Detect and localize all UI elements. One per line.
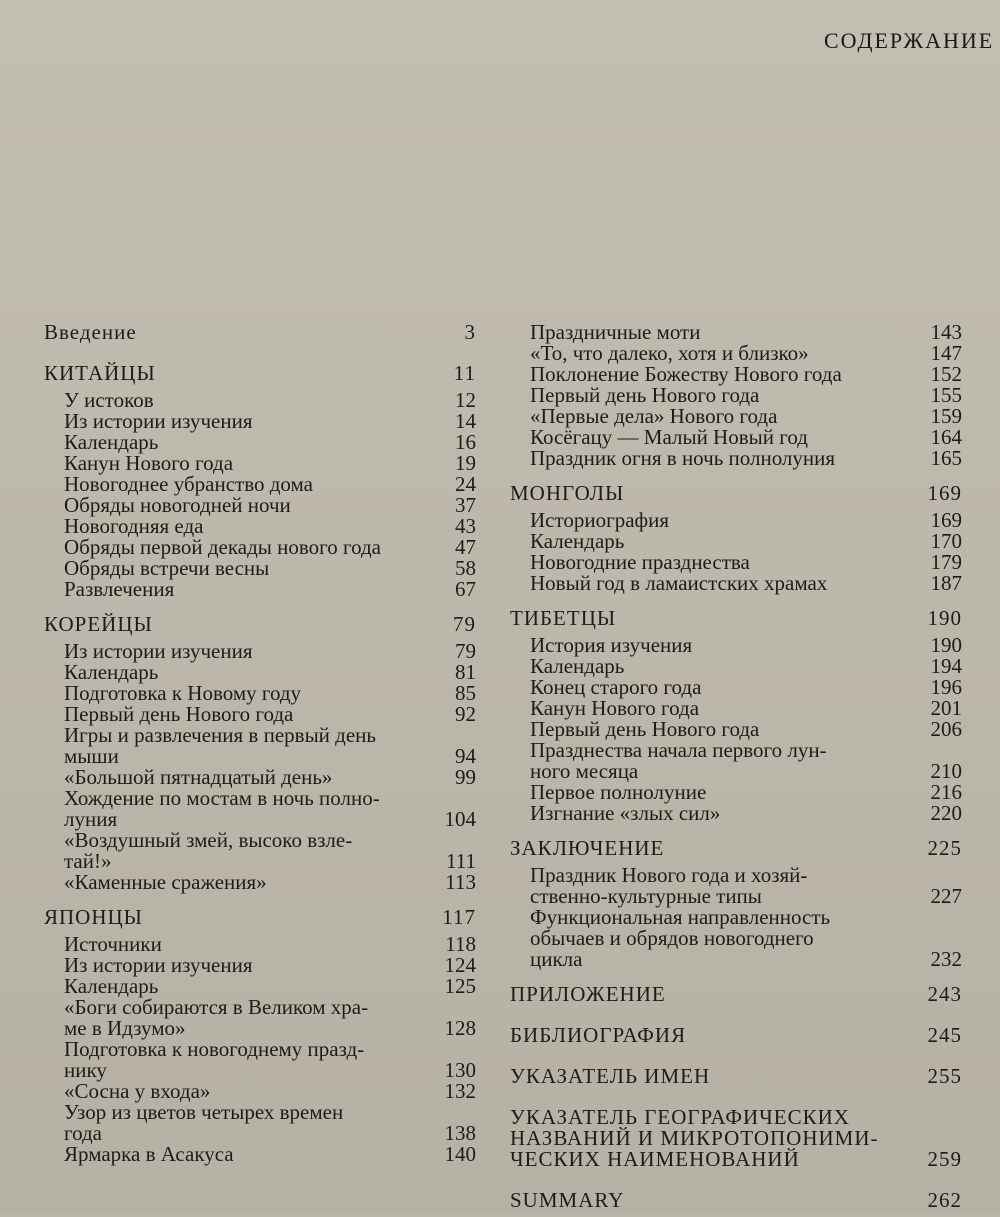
toc-entry-title: У истоков xyxy=(64,388,154,412)
toc-entry xyxy=(530,552,962,573)
toc-entry xyxy=(530,698,962,719)
toc-entry-title: Первое полнолуние xyxy=(530,780,707,804)
toc-entry-page: 14 xyxy=(455,409,476,433)
toc-entry-title: Изгнание «злых сил» xyxy=(530,801,721,825)
toc-entry-page: 79 xyxy=(455,639,476,663)
toc-entry xyxy=(530,406,962,427)
toc-entry xyxy=(64,788,476,830)
toc-entry xyxy=(530,385,962,406)
toc-entry-page: 124 xyxy=(444,953,476,977)
toc-entry-title: ЯПОНЦЫ xyxy=(44,905,143,929)
toc-entry xyxy=(530,865,962,907)
toc-entry-title: БИБЛИОГРАФИЯ xyxy=(510,1023,687,1047)
toc-entry-title: Канун Нового года xyxy=(64,451,234,475)
toc-entry-page: 190 xyxy=(930,633,962,657)
toc-entry-title: ТИБЕТЦЫ xyxy=(510,606,617,630)
toc-entry-title: Первый день Нового года xyxy=(530,717,760,741)
toc-entry-page: 159 xyxy=(930,404,962,428)
toc-entry xyxy=(530,719,962,740)
toc-entry xyxy=(64,872,476,893)
toc-entry-page: 169 xyxy=(927,481,962,505)
toc-entry xyxy=(64,1039,476,1081)
toc-entry-title: Узор из цветов четырех времен года xyxy=(64,1100,344,1145)
toc-entry-page: 67 xyxy=(455,577,476,601)
toc-entry-title: Введение xyxy=(44,320,137,344)
toc-entry-page: 132 xyxy=(444,1079,476,1103)
toc-entry xyxy=(64,1102,476,1144)
toc-entry-title: SUMMARY xyxy=(510,1188,625,1212)
toc-entry-page: 225 xyxy=(927,836,962,860)
toc-entry xyxy=(530,803,962,824)
toc-entry-title: «Сосна у входа» xyxy=(64,1079,211,1103)
toc-entry-title: Новогодняя еда xyxy=(64,514,204,538)
toc-entry xyxy=(44,363,476,384)
toc-entry xyxy=(64,725,476,767)
toc-column-right xyxy=(510,322,962,1217)
toc-entry-title: История изучения xyxy=(530,633,693,657)
toc-entry-title: Календарь xyxy=(64,974,159,998)
toc-entry-title: Игры и развлечения в первый день мыши xyxy=(64,723,376,768)
toc-entry-page: 81 xyxy=(455,660,476,684)
toc-entry-page: 152 xyxy=(930,362,962,386)
toc-entry-page: 117 xyxy=(442,905,476,929)
toc-entry-page: 206 xyxy=(930,717,962,741)
toc-entry xyxy=(64,453,476,474)
toc-entry-page: 11 xyxy=(453,361,476,385)
toc-entry xyxy=(64,558,476,579)
toc-entry-title: «Большой пятнадцатый день» xyxy=(64,765,333,789)
toc-entry-page: 94 xyxy=(455,744,476,768)
toc-column-left xyxy=(44,322,476,1165)
toc-entry-page: 19 xyxy=(455,451,476,475)
toc-entry xyxy=(530,448,962,469)
toc-entry xyxy=(510,1025,962,1046)
toc-entry-title: Первый день Нового года xyxy=(64,702,294,726)
toc-entry xyxy=(64,662,476,683)
toc-entry xyxy=(64,432,476,453)
toc-entry xyxy=(64,976,476,997)
toc-entry-page: 216 xyxy=(930,780,962,804)
toc-entry-title: Развлечения xyxy=(64,577,175,601)
toc-entry xyxy=(510,1190,962,1211)
toc-entry xyxy=(64,955,476,976)
toc-entry-page: 243 xyxy=(927,982,962,1006)
toc-entry xyxy=(64,495,476,516)
toc-entry-title: Первый день Нового года xyxy=(530,383,760,407)
toc-entry xyxy=(64,641,476,662)
toc-entry-title: ЗАКЛЮЧЕНИЕ xyxy=(510,836,665,860)
toc-entry xyxy=(530,907,962,970)
toc-entry-page: 179 xyxy=(930,550,962,574)
toc-entry xyxy=(64,830,476,872)
toc-entry-page: 128 xyxy=(444,1016,476,1040)
toc-entry-page: 147 xyxy=(930,341,962,365)
toc-entry-title: УКАЗАТЕЛЬ ИМЕН xyxy=(510,1064,711,1088)
toc-entry-title: Праздник огня в ночь полнолуния xyxy=(530,446,836,470)
toc-entry-page: 194 xyxy=(930,654,962,678)
toc-entry-page: 190 xyxy=(927,606,962,630)
toc-entry xyxy=(64,934,476,955)
toc-entry xyxy=(64,516,476,537)
toc-entry-page: 3 xyxy=(464,320,476,344)
toc-entry-title: Обряды новогодней ночи xyxy=(64,493,291,517)
bleed-through-text-left xyxy=(20,0,480,300)
toc-entry-title: Праздничные моти xyxy=(530,320,701,344)
toc-entry-title: Косёгацу — Малый Новый год xyxy=(530,425,808,449)
toc-entry-page: 262 xyxy=(927,1188,962,1212)
toc-entry-page: 245 xyxy=(927,1023,962,1047)
toc-entry-title: КОРЕЙЦЫ xyxy=(44,612,153,636)
toc-entry-page: 43 xyxy=(455,514,476,538)
toc-entry-page: 187 xyxy=(930,571,962,595)
toc-entry xyxy=(64,537,476,558)
toc-entry-title: Поклонение Божеству Нового года xyxy=(530,362,842,386)
toc-entry-page: 227 xyxy=(930,884,962,908)
toc-entry xyxy=(510,483,962,504)
toc-entry-page: 92 xyxy=(455,702,476,726)
toc-entry-page: 138 xyxy=(444,1121,476,1145)
toc-entry-title: Празднества начала первого лун- ного месяца xyxy=(530,738,827,783)
toc-entry-title: МОНГОЛЫ xyxy=(510,481,625,505)
toc-entry-page: 85 xyxy=(455,681,476,705)
toc-entry-title: Конец старого года xyxy=(530,675,702,699)
toc-entry-page: 155 xyxy=(930,383,962,407)
toc-entry xyxy=(510,838,962,859)
toc-entry xyxy=(530,635,962,656)
toc-entry-page: 12 xyxy=(455,388,476,412)
toc-entry-page: 164 xyxy=(930,425,962,449)
toc-entry-page: 58 xyxy=(455,556,476,580)
toc-entry-title: Календарь xyxy=(64,430,159,454)
toc-entry-page: 201 xyxy=(930,696,962,720)
toc-entry-title: Календарь xyxy=(530,654,625,678)
toc-entry-title: ПРИЛОЖЕНИЕ xyxy=(510,982,666,1006)
toc-entry-title: Обряды первой декады нового года xyxy=(64,535,381,559)
toc-entry-title: Хождение по мостам в ночь полно- луния xyxy=(64,786,380,831)
toc-entry-page: 232 xyxy=(930,947,962,971)
toc-entry xyxy=(64,704,476,725)
toc-entry xyxy=(530,322,962,343)
toc-entry xyxy=(64,411,476,432)
toc-entry xyxy=(64,767,476,788)
toc-entry xyxy=(510,984,962,1005)
toc-entry-title: УКАЗАТЕЛЬ ГЕОГРАФИЧЕСКИХ НАЗВАНИЙ И МИКРОТОПОНИМИ- ЧЕСКИХ НАИМЕНОВАНИЙ xyxy=(510,1105,879,1171)
toc-entry xyxy=(64,474,476,495)
toc-entry-title: «Боги собираются в Великом хра- ме в Идзумо» xyxy=(64,995,369,1040)
toc-entry-title: «Воздушный змей, высоко взле- тай!» xyxy=(64,828,353,873)
toc-entry-title: «Первые дела» Нового года xyxy=(530,404,778,428)
toc-entry-page: 130 xyxy=(444,1058,476,1082)
toc-entry-page: 259 xyxy=(927,1147,962,1171)
toc-entry-page: 169 xyxy=(930,508,962,532)
toc-entry-page: 140 xyxy=(444,1142,476,1166)
toc-entry xyxy=(530,573,962,594)
toc-entry-title: Календарь xyxy=(64,660,159,684)
toc-entry-page: 255 xyxy=(927,1064,962,1088)
toc-entry-page: 104 xyxy=(444,807,476,831)
toc-entry-title: «То, что далеко, хотя и близко» xyxy=(530,341,809,365)
toc-entry-title: Историография xyxy=(530,508,670,532)
toc-entry-page: 165 xyxy=(930,446,962,470)
toc-entry-page: 143 xyxy=(930,320,962,344)
page-heading: СОДЕРЖАНИЕ xyxy=(824,28,995,53)
toc-entry-title: Из истории изучения xyxy=(64,409,253,433)
toc-entry-page: 24 xyxy=(455,472,476,496)
toc-entry xyxy=(64,1081,476,1102)
toc-entry xyxy=(530,740,962,782)
toc-entry-page: 47 xyxy=(455,535,476,559)
toc-entry-page: 113 xyxy=(445,870,476,894)
toc-entry-page: 170 xyxy=(930,529,962,553)
toc-entry xyxy=(530,656,962,677)
toc-entry xyxy=(530,427,962,448)
toc-entry-title: Подготовка к новогоднему празд- нику xyxy=(64,1037,365,1082)
toc-entry-page: 79 xyxy=(453,612,476,636)
toc-entry-page: 210 xyxy=(930,759,962,783)
toc-entry xyxy=(64,390,476,411)
toc-entry-title: Календарь xyxy=(530,529,625,553)
toc-entry xyxy=(510,608,962,629)
toc-entry xyxy=(530,364,962,385)
toc-entry-page: 111 xyxy=(446,849,476,873)
toc-entry xyxy=(64,683,476,704)
toc-entry xyxy=(530,343,962,364)
toc-entry-page: 118 xyxy=(445,932,476,956)
toc-entry xyxy=(530,510,962,531)
toc-entry-title: Подготовка к Новому году xyxy=(64,681,302,705)
toc-entry-title: Ярмарка в Асакуса xyxy=(64,1142,234,1166)
toc-entry-page: 220 xyxy=(930,801,962,825)
toc-entry-title: Обряды встречи весны xyxy=(64,556,270,580)
toc-entry xyxy=(64,1144,476,1165)
toc-entry xyxy=(64,997,476,1039)
toc-entry xyxy=(510,1066,962,1087)
toc-entry-title: Источники xyxy=(64,932,162,956)
toc-entry-title: Из истории изучения xyxy=(64,639,253,663)
toc-entry-title: «Каменные сражения» xyxy=(64,870,267,894)
toc-entry-title: Новогоднее убранство дома xyxy=(64,472,313,496)
toc-entry-page: 16 xyxy=(455,430,476,454)
toc-entry-title: Праздник Нового года и хозяй- ственно-культурные типы xyxy=(530,863,808,908)
toc-entry-title: КИТАЙЦЫ xyxy=(44,361,156,385)
toc-entry-page: 99 xyxy=(455,765,476,789)
toc-entry-title: Новогодние празднества xyxy=(530,550,750,574)
toc-entry xyxy=(510,1107,962,1170)
toc-entry-page: 37 xyxy=(455,493,476,517)
toc-entry-page: 196 xyxy=(930,675,962,699)
toc-entry xyxy=(64,579,476,600)
toc-entry-title: Канун Нового года xyxy=(530,696,700,720)
toc-entry-title: Функциональная направленность обычаев и обрядов новогоднего цикла xyxy=(530,905,831,971)
toc-entry xyxy=(44,322,476,343)
toc-entry-page: 125 xyxy=(444,974,476,998)
toc-entry xyxy=(44,907,476,928)
toc-entry xyxy=(530,782,962,803)
toc-entry-title: Новый год в ламаистских храмах xyxy=(530,571,828,595)
toc-entry-title: Из истории изучения xyxy=(64,953,253,977)
toc-entry xyxy=(530,531,962,552)
toc-entry xyxy=(530,677,962,698)
toc-entry xyxy=(44,614,476,635)
